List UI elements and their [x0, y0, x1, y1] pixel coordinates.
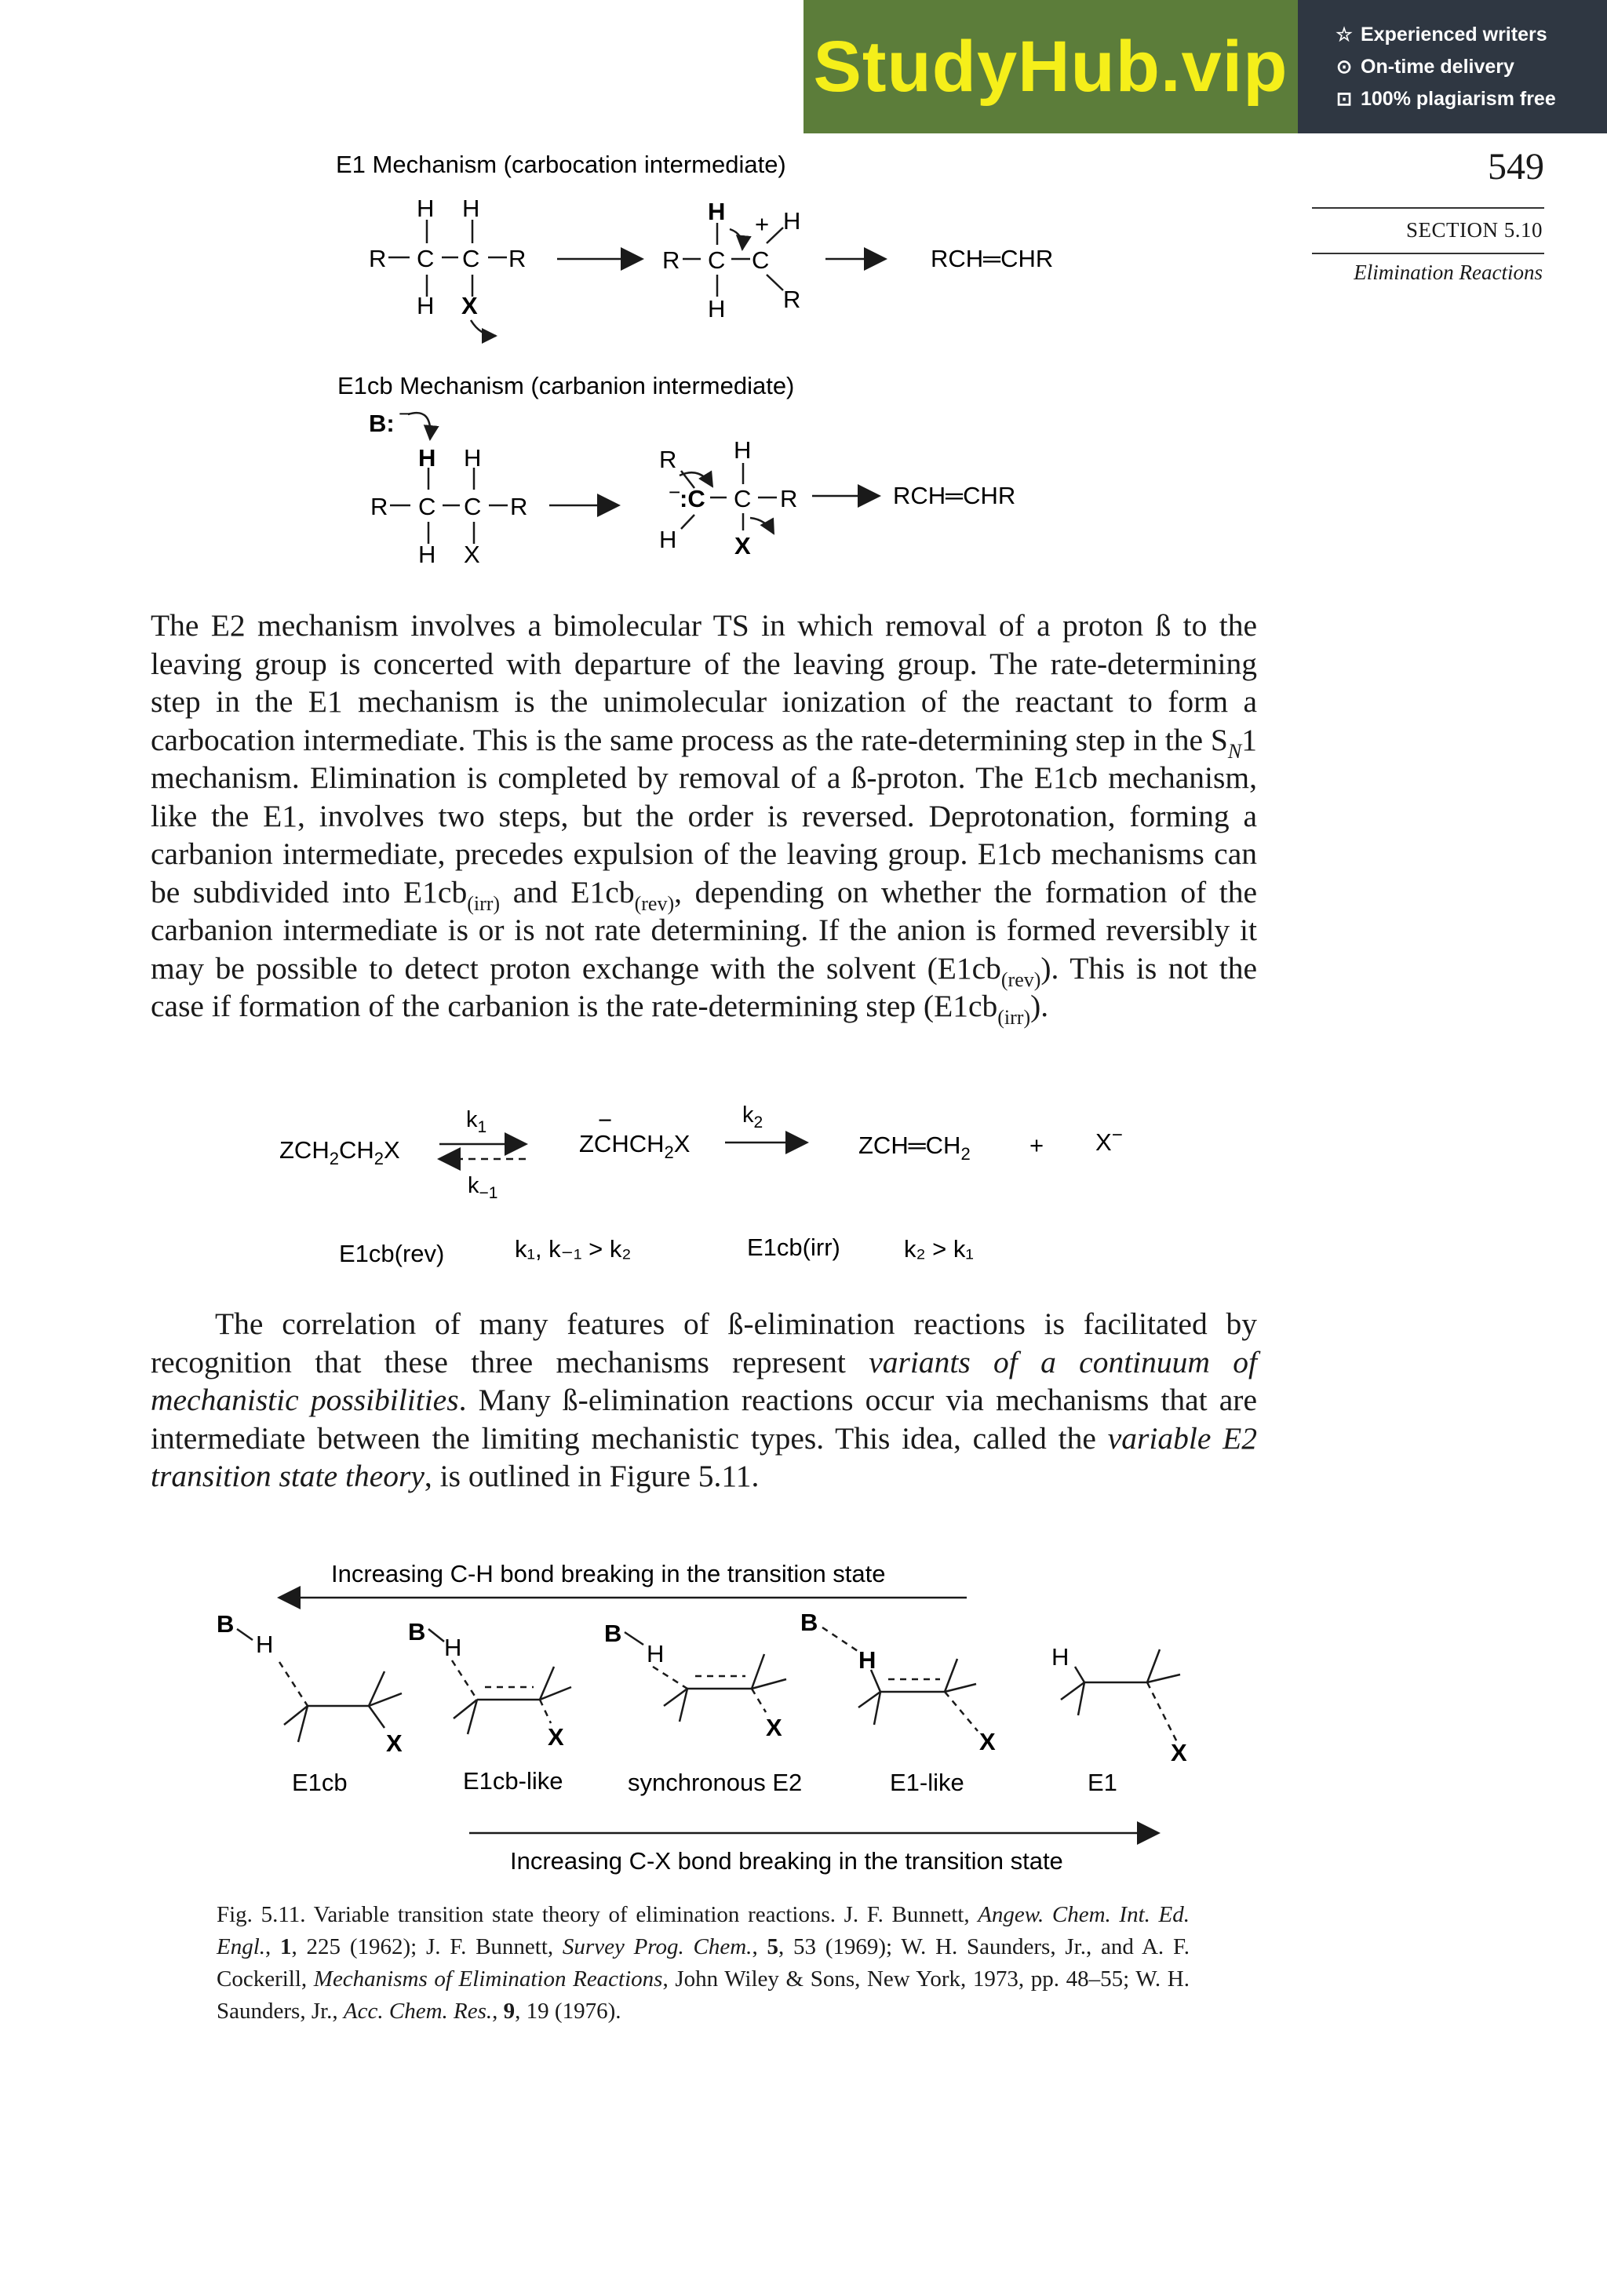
- leaving-group: X−: [1095, 1124, 1123, 1156]
- page-number: 549: [1488, 146, 1544, 188]
- para1-text: ).: [1030, 989, 1049, 1023]
- condition-rev-label: E1cb(rev): [339, 1240, 445, 1267]
- caption-volume: 5: [767, 1934, 778, 1959]
- atom-x: X: [548, 1723, 564, 1751]
- caption-volume: 9: [503, 1999, 516, 2024]
- atom-x: X: [1171, 1739, 1187, 1766]
- mechanism-diagram: [0, 141, 1177, 589]
- e1cb-product: RCH═CHR: [893, 482, 1016, 509]
- rate-constant-k-1: $k_{-1}$: [468, 1173, 498, 1202]
- caption-text: ,: [752, 1934, 767, 1959]
- section-title: Elimination Reactions: [1354, 261, 1543, 284]
- subscript-irr: (irr): [997, 1006, 1031, 1029]
- ad-feature-delivery: [1334, 51, 1607, 83]
- mechanism-label-e1: E1: [1088, 1769, 1117, 1796]
- mechanism-label-synchronous-e2: synchronous E2: [628, 1769, 803, 1796]
- caption-journal: Survey Prog. Chem.: [562, 1934, 752, 1959]
- atom-x: X: [979, 1728, 996, 1755]
- caption-book: Mechanisms of Elimination Reactions: [313, 1966, 663, 1992]
- atom-b: B: [800, 1609, 818, 1636]
- condition-rev: k₁, k₋₁ > k₂: [515, 1235, 632, 1263]
- ad-feature-plagiarism: [1334, 83, 1607, 115]
- atom-r: R: [659, 446, 677, 473]
- atom-r: R: [370, 493, 388, 520]
- figure-5-11: [0, 1538, 1255, 1883]
- para2-text: The correlation of many features of ß-elimination reactions is facilitated by recognition that these three mechanisms represent: [151, 1307, 1257, 1379]
- atom-h: H: [708, 198, 726, 225]
- product: $ZCH═CH_2$: [858, 1132, 971, 1164]
- para1-text: ). This is not the case if formation of the carbanion is the rate-determining step (E1cb: [151, 950, 1258, 1023]
- atom-r: R: [783, 286, 801, 313]
- ad-logo[interactable]: StudyHub.vip: [813, 26, 1288, 107]
- atom-b: B: [604, 1620, 622, 1647]
- atom-b: B: [408, 1618, 426, 1645]
- atom-h: H: [659, 526, 677, 553]
- caption-journal: Acc. Chem. Res.: [343, 1999, 493, 2024]
- atom-h: H: [708, 295, 726, 323]
- ad-features: [1298, 0, 1607, 133]
- atom-h: H: [256, 1631, 274, 1658]
- intermediate: $ZCHCH_2X$: [579, 1130, 691, 1162]
- para1-text: and E1cb: [500, 874, 635, 909]
- caption-text: Fig. 5.11. Variable transition state theory of elimination reactions. J. F. Bunnett,: [217, 1902, 978, 1927]
- caption-text: , 53 (1969); W. H. Saunders, Jr., and A. F. Cockerill,: [217, 1934, 1190, 1992]
- charge-minus: −: [669, 480, 681, 504]
- ad-feature-label: Experienced writers: [1361, 24, 1547, 46]
- atom-c: C: [417, 245, 435, 272]
- atom-h: H: [444, 1634, 462, 1661]
- atom-x: X: [461, 292, 478, 319]
- mechanism-label-e1cb: E1cb: [292, 1769, 348, 1796]
- atom-h: H: [858, 1646, 876, 1674]
- atom-b: B: [217, 1610, 235, 1638]
- para2-text: . Many ß-elimination reactions occur via mechanisms that are intermediate between the limiting mechanistic types. This idea, called the: [151, 1383, 1257, 1456]
- rate-constant-k1: $k_1$: [466, 1107, 487, 1136]
- ad-logo-box[interactable]: [804, 0, 1298, 133]
- atom-h: H: [783, 207, 801, 235]
- ad-banner[interactable]: [804, 0, 1607, 133]
- mechanism-label-e1cb-like: E1cb-like: [463, 1767, 563, 1795]
- subscript-rev: (rev): [1000, 968, 1041, 991]
- atom-r: R: [510, 493, 528, 520]
- plus-sign: +: [1029, 1132, 1044, 1159]
- atom-x: X: [386, 1729, 403, 1757]
- charge-plus: +: [755, 210, 770, 238]
- atom-h: H: [1051, 1643, 1070, 1671]
- atom-x: X: [464, 541, 480, 568]
- caption-text: , 225 (1962); J. F. Bunnett,: [291, 1934, 563, 1959]
- ad-feature-writers: [1334, 19, 1607, 51]
- rate-constant-k2: $k_2$: [742, 1102, 763, 1132]
- atom-c: C: [752, 246, 770, 274]
- atom-h: H: [462, 195, 480, 222]
- caption-text: , John Wiley & Sons, New York, 1973, pp. 48–55; W. H. Saunders, Jr.,: [217, 1966, 1190, 2024]
- caption-volume: 1: [280, 1934, 292, 1959]
- e1-title: E1 Mechanism (carbocation intermediate): [336, 151, 786, 178]
- header-rule: [1312, 253, 1544, 254]
- atom-h: H: [417, 195, 435, 222]
- subscript-irr: (irr): [467, 891, 501, 915]
- atom-c: C: [464, 493, 482, 520]
- atom-h: H: [464, 444, 482, 472]
- atom-h: H: [418, 541, 436, 568]
- atom-r: R: [780, 485, 798, 512]
- figure-caption: [217, 1899, 1190, 2028]
- top-arrow-label: Increasing C-H bond breaking in the transition state: [331, 1560, 886, 1587]
- section-label: SECTION 5.10: [1406, 218, 1543, 242]
- atom-c: C: [734, 485, 752, 512]
- para1-text: The E2 mechanism involves a bimolecular TS in which removal of a proton ß to the leaving group is concerted with departure of the leaving group. The rate-determining step in the E1 mechanism is the unimolecular ionization of the reactant to form a carbocation intermediate. This is the same process as the rate-determining step in the S: [151, 608, 1257, 757]
- para2-italic: variants of a continuum of mechanistic possibilities: [151, 1344, 1257, 1417]
- clock-icon: ⊙: [1336, 56, 1353, 78]
- condition-irr-label: E1cb(irr): [747, 1234, 840, 1261]
- carbanion: :C: [680, 485, 705, 512]
- mechanism-label-e1-like: E1-like: [890, 1769, 964, 1796]
- para1-text: , depending on whether the formation of the carbanion intermediate is or is not rate determining. If the anion is formed reversibly it may be possible to detect proton exchange with the solvent (E1cb: [151, 874, 1258, 986]
- atom-r: R: [508, 245, 527, 272]
- atom-r: R: [369, 245, 387, 272]
- caption-journal: Angew. Chem. Int. Ed. Engl.: [217, 1902, 1190, 1959]
- ad-feature-label: 100% plagiarism free: [1361, 88, 1556, 110]
- header-rule: [1312, 207, 1544, 209]
- bottom-arrow-label: Increasing C-X bond breaking in the transition state: [510, 1847, 1063, 1875]
- copy-icon: ⊡: [1336, 89, 1353, 110]
- atom-h: H: [647, 1640, 665, 1667]
- e1-product: RCH═CHR: [931, 245, 1054, 272]
- atom-h: H: [417, 292, 435, 319]
- atom-x: X: [766, 1714, 782, 1741]
- reactant: $ZCH_2CH_2X$: [279, 1136, 400, 1168]
- atom-x: X: [734, 532, 751, 559]
- charge-minus: −: [399, 402, 411, 425]
- atom-r: R: [662, 246, 680, 274]
- caption-text: ,: [492, 1999, 504, 2024]
- condition-irr: k₂ > k₁: [904, 1235, 974, 1263]
- para1-text: 1 mechanism. Elimination is completed by removal of a ß-proton. The E1cb mechanism, like the E1, involves two steps, but the order is reversed. Deprotonation, forming a carbanion intermediate, precedes expulsion of the leaving group. E1cb mechanisms can be subdivided into E1cb: [151, 722, 1257, 909]
- caption-text: , 19 (1976).: [515, 1999, 621, 2024]
- para2-italic: variable E2 transition state theory: [151, 1420, 1258, 1493]
- ad-feature-label: On-time delivery: [1361, 56, 1514, 78]
- paragraph-e2-e1-e1cb: [151, 607, 1258, 1029]
- subscript-rev: (rev): [634, 891, 675, 915]
- carbanion-charge: −: [598, 1106, 613, 1134]
- atom-c: C: [418, 493, 436, 520]
- caption-text: ,: [265, 1934, 281, 1959]
- para2-text: , is outlined in Figure 5.11.: [424, 1459, 760, 1493]
- atom-c: C: [708, 246, 726, 274]
- paragraph-variable-ts: [151, 1305, 1257, 1496]
- atom-h: H: [418, 444, 436, 472]
- atom-h: H: [734, 436, 752, 464]
- base: B:: [369, 410, 395, 437]
- atom-c: C: [462, 245, 480, 272]
- e1cb-title: E1cb Mechanism (carbanion intermediate): [337, 372, 795, 399]
- kinetics-scheme: [0, 1083, 1177, 1279]
- star-icon: ☆: [1336, 24, 1353, 46]
- subscript-n: N: [1227, 739, 1242, 763]
